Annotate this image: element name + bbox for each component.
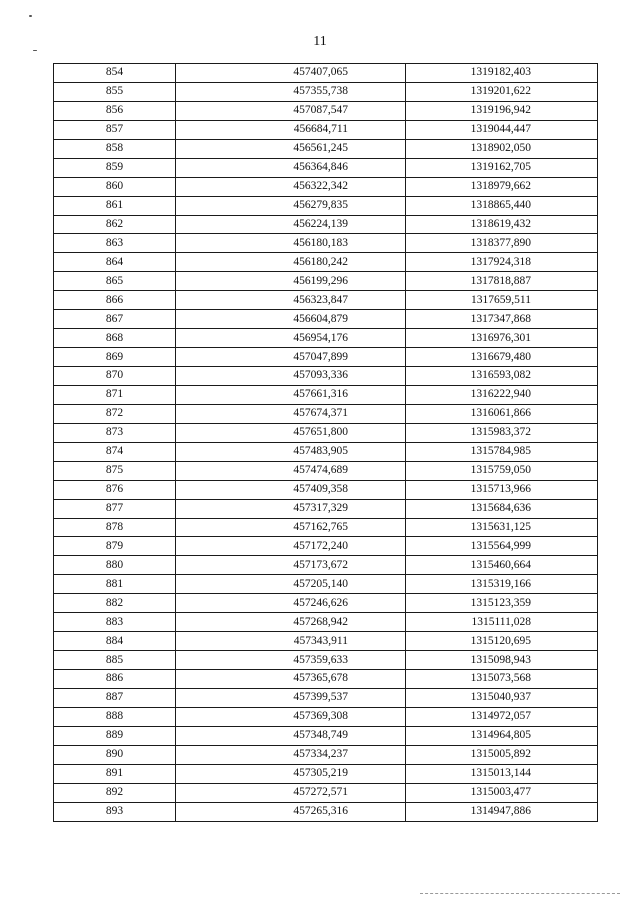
y-coordinate-cell: 1319182,403 bbox=[406, 64, 598, 83]
x-coordinate-cell: 456323,847 bbox=[176, 291, 406, 310]
point-number-cell: 872 bbox=[54, 404, 176, 423]
scan-artifact-line bbox=[420, 893, 620, 894]
y-coordinate-cell: 1315759,050 bbox=[406, 461, 598, 480]
x-coordinate-cell: 457483,905 bbox=[176, 442, 406, 461]
table-row bbox=[54, 726, 598, 745]
y-coordinate-cell: 1317924,318 bbox=[406, 253, 598, 272]
table-row bbox=[54, 82, 598, 101]
x-coordinate-cell: 457265,316 bbox=[176, 802, 406, 821]
table-row bbox=[54, 594, 598, 613]
x-coordinate-cell: 456180,242 bbox=[176, 253, 406, 272]
table-row bbox=[54, 783, 598, 802]
y-coordinate-cell: 1315123,359 bbox=[406, 594, 598, 613]
point-number-cell: 873 bbox=[54, 423, 176, 442]
x-coordinate-cell: 457674,371 bbox=[176, 404, 406, 423]
table-row bbox=[54, 613, 598, 632]
x-coordinate-cell: 456279,835 bbox=[176, 196, 406, 215]
y-coordinate-cell: 1316593,082 bbox=[406, 367, 598, 386]
table-row bbox=[54, 196, 598, 215]
y-coordinate-cell: 1315713,966 bbox=[406, 480, 598, 499]
x-coordinate-cell: 457093,336 bbox=[176, 367, 406, 386]
table-row bbox=[54, 537, 598, 556]
x-coordinate-cell: 457272,571 bbox=[176, 783, 406, 802]
point-number-cell: 888 bbox=[54, 707, 176, 726]
table-row bbox=[54, 310, 598, 329]
point-number-cell: 881 bbox=[54, 575, 176, 594]
table-row bbox=[54, 120, 598, 139]
point-number-cell: 865 bbox=[54, 272, 176, 291]
y-coordinate-cell: 1315098,943 bbox=[406, 651, 598, 670]
point-number-cell: 891 bbox=[54, 764, 176, 783]
x-coordinate-cell: 456561,245 bbox=[176, 139, 406, 158]
y-coordinate-cell: 1315983,372 bbox=[406, 423, 598, 442]
point-number-cell: 855 bbox=[54, 82, 176, 101]
x-coordinate-cell: 457348,749 bbox=[176, 726, 406, 745]
x-coordinate-cell: 457661,316 bbox=[176, 385, 406, 404]
y-coordinate-cell: 1315784,985 bbox=[406, 442, 598, 461]
x-coordinate-cell: 456199,296 bbox=[176, 272, 406, 291]
x-coordinate-cell: 456224,139 bbox=[176, 215, 406, 234]
y-coordinate-cell: 1318979,662 bbox=[406, 177, 598, 196]
y-coordinate-cell: 1314972,057 bbox=[406, 707, 598, 726]
table-row bbox=[54, 688, 598, 707]
point-number-cell: 886 bbox=[54, 670, 176, 689]
y-coordinate-cell: 1314947,886 bbox=[406, 802, 598, 821]
table-row bbox=[54, 215, 598, 234]
table-row bbox=[54, 745, 598, 764]
y-coordinate-cell: 1317818,887 bbox=[406, 272, 598, 291]
table-row bbox=[54, 575, 598, 594]
point-number-cell: 854 bbox=[54, 64, 176, 83]
y-coordinate-cell: 1319196,942 bbox=[406, 101, 598, 120]
table-row bbox=[54, 556, 598, 575]
coordinates-table bbox=[53, 63, 598, 822]
point-number-cell: 858 bbox=[54, 139, 176, 158]
table-row bbox=[54, 518, 598, 537]
y-coordinate-cell: 1315040,937 bbox=[406, 688, 598, 707]
x-coordinate-cell: 457474,689 bbox=[176, 461, 406, 480]
x-coordinate-cell: 457317,329 bbox=[176, 499, 406, 518]
y-coordinate-cell: 1315631,125 bbox=[406, 518, 598, 537]
y-coordinate-cell: 1318865,440 bbox=[406, 196, 598, 215]
point-number-cell: 869 bbox=[54, 348, 176, 367]
x-coordinate-cell: 457334,237 bbox=[176, 745, 406, 764]
table-row bbox=[54, 158, 598, 177]
point-number-cell: 882 bbox=[54, 594, 176, 613]
table-row bbox=[54, 404, 598, 423]
y-coordinate-cell: 1319044,447 bbox=[406, 120, 598, 139]
x-coordinate-cell: 456604,879 bbox=[176, 310, 406, 329]
point-number-cell: 892 bbox=[54, 783, 176, 802]
point-number-cell: 870 bbox=[54, 367, 176, 386]
point-number-cell: 868 bbox=[54, 329, 176, 348]
table-row bbox=[54, 670, 598, 689]
point-number-cell: 877 bbox=[54, 499, 176, 518]
x-coordinate-cell: 457205,140 bbox=[176, 575, 406, 594]
point-number-cell: 875 bbox=[54, 461, 176, 480]
x-coordinate-cell: 456684,711 bbox=[176, 120, 406, 139]
point-number-cell: 879 bbox=[54, 537, 176, 556]
table-row bbox=[54, 385, 598, 404]
y-coordinate-cell: 1316976,301 bbox=[406, 329, 598, 348]
y-coordinate-cell: 1317347,868 bbox=[406, 310, 598, 329]
y-coordinate-cell: 1319201,622 bbox=[406, 82, 598, 101]
scan-speck bbox=[33, 50, 37, 51]
table-row bbox=[54, 764, 598, 783]
y-coordinate-cell: 1315460,664 bbox=[406, 556, 598, 575]
y-coordinate-cell: 1316061,866 bbox=[406, 404, 598, 423]
x-coordinate-cell: 457399,537 bbox=[176, 688, 406, 707]
x-coordinate-cell: 456364,846 bbox=[176, 158, 406, 177]
y-coordinate-cell: 1315111,028 bbox=[406, 613, 598, 632]
point-number-cell: 867 bbox=[54, 310, 176, 329]
point-number-cell: 880 bbox=[54, 556, 176, 575]
x-coordinate-cell: 457246,626 bbox=[176, 594, 406, 613]
point-number-cell: 874 bbox=[54, 442, 176, 461]
table-row bbox=[54, 367, 598, 386]
table-row bbox=[54, 177, 598, 196]
table-row bbox=[54, 632, 598, 651]
x-coordinate-cell: 457359,633 bbox=[176, 651, 406, 670]
point-number-cell: 887 bbox=[54, 688, 176, 707]
y-coordinate-cell: 1315073,568 bbox=[406, 670, 598, 689]
point-number-cell: 860 bbox=[54, 177, 176, 196]
y-coordinate-cell: 1315319,166 bbox=[406, 575, 598, 594]
x-coordinate-cell: 457173,672 bbox=[176, 556, 406, 575]
y-coordinate-cell: 1318902,050 bbox=[406, 139, 598, 158]
x-coordinate-cell: 457651,800 bbox=[176, 423, 406, 442]
y-coordinate-cell: 1314964,805 bbox=[406, 726, 598, 745]
y-coordinate-cell: 1315005,892 bbox=[406, 745, 598, 764]
x-coordinate-cell: 457162,765 bbox=[176, 518, 406, 537]
x-coordinate-cell: 457407,065 bbox=[176, 64, 406, 83]
point-number-cell: 859 bbox=[54, 158, 176, 177]
y-coordinate-cell: 1317659,511 bbox=[406, 291, 598, 310]
point-number-cell: 857 bbox=[54, 120, 176, 139]
table-row bbox=[54, 442, 598, 461]
y-coordinate-cell: 1318619,432 bbox=[406, 215, 598, 234]
scan-speck bbox=[29, 15, 32, 17]
table-row bbox=[54, 64, 598, 83]
table-row bbox=[54, 802, 598, 821]
x-coordinate-cell: 457355,738 bbox=[176, 82, 406, 101]
table-row bbox=[54, 423, 598, 442]
x-coordinate-cell: 457369,308 bbox=[176, 707, 406, 726]
table-row bbox=[54, 139, 598, 158]
x-coordinate-cell: 457409,358 bbox=[176, 480, 406, 499]
y-coordinate-cell: 1316222,940 bbox=[406, 385, 598, 404]
x-coordinate-cell: 456180,183 bbox=[176, 234, 406, 253]
x-coordinate-cell: 456954,176 bbox=[176, 329, 406, 348]
table-row bbox=[54, 461, 598, 480]
y-coordinate-cell: 1315003,477 bbox=[406, 783, 598, 802]
table-row bbox=[54, 499, 598, 518]
x-coordinate-cell: 457087,547 bbox=[176, 101, 406, 120]
point-number-cell: 890 bbox=[54, 745, 176, 764]
x-coordinate-cell: 457172,240 bbox=[176, 537, 406, 556]
point-number-cell: 862 bbox=[54, 215, 176, 234]
table-row bbox=[54, 480, 598, 499]
x-coordinate-cell: 457047,899 bbox=[176, 348, 406, 367]
x-coordinate-cell: 457305,219 bbox=[176, 764, 406, 783]
point-number-cell: 861 bbox=[54, 196, 176, 215]
point-number-cell: 884 bbox=[54, 632, 176, 651]
y-coordinate-cell: 1315684,636 bbox=[406, 499, 598, 518]
table-row bbox=[54, 329, 598, 348]
table-row bbox=[54, 707, 598, 726]
y-coordinate-cell: 1315120,695 bbox=[406, 632, 598, 651]
table-row bbox=[54, 101, 598, 120]
point-number-cell: 893 bbox=[54, 802, 176, 821]
x-coordinate-cell: 456322,342 bbox=[176, 177, 406, 196]
x-coordinate-cell: 457268,942 bbox=[176, 613, 406, 632]
table-row bbox=[54, 234, 598, 253]
point-number-cell: 889 bbox=[54, 726, 176, 745]
point-number-cell: 885 bbox=[54, 651, 176, 670]
page-number: 11 bbox=[313, 34, 327, 49]
point-number-cell: 866 bbox=[54, 291, 176, 310]
x-coordinate-cell: 457365,678 bbox=[176, 670, 406, 689]
point-number-cell: 876 bbox=[54, 480, 176, 499]
point-number-cell: 863 bbox=[54, 234, 176, 253]
coordinates-table-body bbox=[54, 64, 598, 822]
point-number-cell: 864 bbox=[54, 253, 176, 272]
point-number-cell: 856 bbox=[54, 101, 176, 120]
point-number-cell: 871 bbox=[54, 385, 176, 404]
x-coordinate-cell: 457343,911 bbox=[176, 632, 406, 651]
table-row bbox=[54, 651, 598, 670]
table-row bbox=[54, 253, 598, 272]
y-coordinate-cell: 1319162,705 bbox=[406, 158, 598, 177]
y-coordinate-cell: 1316679,480 bbox=[406, 348, 598, 367]
table-row bbox=[54, 291, 598, 310]
table-row bbox=[54, 272, 598, 291]
y-coordinate-cell: 1315013,144 bbox=[406, 764, 598, 783]
point-number-cell: 878 bbox=[54, 518, 176, 537]
table-row bbox=[54, 348, 598, 367]
y-coordinate-cell: 1315564,999 bbox=[406, 537, 598, 556]
point-number-cell: 883 bbox=[54, 613, 176, 632]
y-coordinate-cell: 1318377,890 bbox=[406, 234, 598, 253]
